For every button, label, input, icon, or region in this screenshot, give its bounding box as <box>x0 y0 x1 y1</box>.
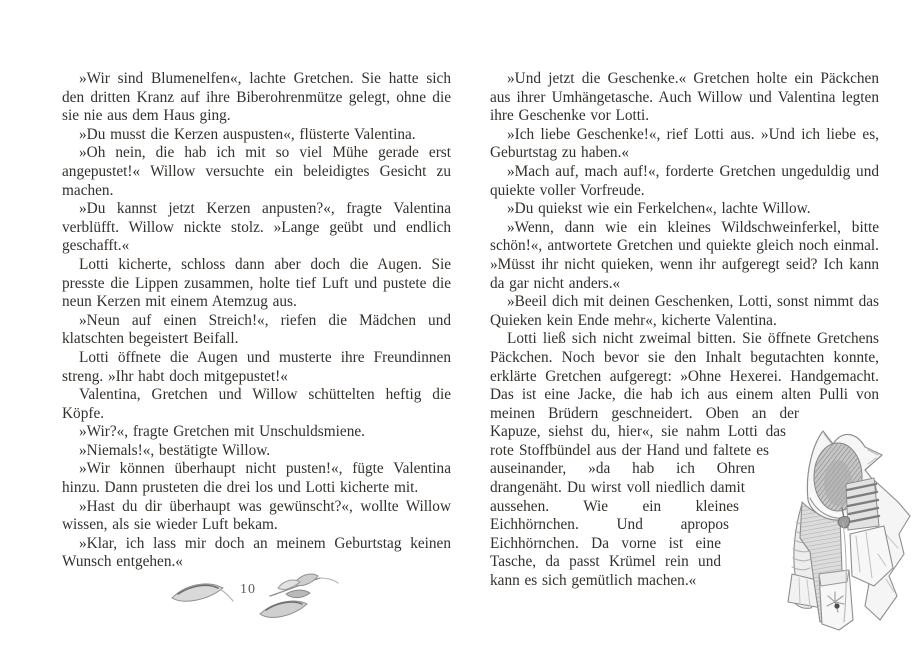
paragraph: »Und jetzt die Geschenke.« Gretchen holte ein Päckchen aus ihrer Umhängetasche. Auch Willow und Valentina legten ihre Geschenke vor Lotti. <box>490 70 879 125</box>
paragraph: »Du musst die Kerzen auspusten«, flüsterte Valentina. <box>79 125 416 143</box>
paragraph: »Wir sind Blumenelfen«, lachte Gretchen. Sie hatte sich den dritten Kranz auf ihre Biberohrenmütze gelegt, ohne die sie nie aus dem Haus ging. <box>62 70 451 125</box>
paragraph: »Du kannst jetzt Kerzen anpusten?«, fragte Valentina verblüfft. Willow nickte stolz. »Lange geübt und endlich geschafft.« <box>62 200 451 255</box>
left-page-text <box>62 70 451 570</box>
paragraph: »Mach auf, mach auf!«, forderte Gretchen ungeduldig und quiekte voller Vorfreude. <box>490 162 879 199</box>
paragraph: »Niemals!«, bestätigte Willow. <box>79 441 271 459</box>
paragraph: »Klar, ich lass mir doch an meinem Geburtstag keinen Wunsch entgehen.« <box>62 534 451 571</box>
paragraph: Valentina, Gretchen und Willow schüttelten heftig die Köpfe. <box>62 386 451 422</box>
paragraph: »Neun auf einen Streich!«, riefen die Mädchen und klatschten begeistert Beifall. <box>62 311 451 348</box>
paragraph: »Hast du dir überhaupt was gewünscht?«, wollte Willow wissen, als sie wieder Luft bekam. <box>62 497 451 534</box>
page-number: 10 <box>240 582 256 597</box>
paragraph: »Oh nein, die hab ich mit so viel Mühe gerade erst angepustet!« Willow versuchte ein beleidigtes Gesicht zu machen. <box>62 144 451 199</box>
paragraph: »Wenn, dann wie ein kleines Wildschweinferkel, bitte schön!«, antwortete Gretchen und quiekte gleich noch einmal. »Müsst ihr nicht quieken, wenn ihr aufgeregt seid? Ich kann da gar nicht anders.« <box>490 218 879 292</box>
paragraph: Lotti kicherte, schloss dann aber doch die Augen. Sie presste die Lippen zusammen, holte tief Luft und pustete die neun Kerzen mit einem Atemzug aus. <box>62 255 451 311</box>
paragraph: Lotti öffnete die Augen und musterte ihre Freundinnen streng. »Ihr habt doch mitgepustet!« <box>62 348 451 385</box>
leaf-ornament-icon <box>62 568 451 632</box>
text-wrap-spacer <box>799 405 879 424</box>
paragraph: »Ich liebe Geschenke!«, rief Lotti aus. »Und ich liebe es, Geburtstag zu haben.« <box>490 125 879 162</box>
paragraph: »Du quiekst wie ein Ferkelchen«, lachte Willow. <box>507 200 811 218</box>
hooded-jacket-icon <box>786 424 917 634</box>
hooded-jacket-illustration <box>786 424 917 634</box>
left-page-footer <box>62 568 451 632</box>
paragraph: »Wir?«, fragte Gretchen mit Unschuldsmiene. <box>79 423 365 441</box>
paragraph: »Beeil dich mit deinen Geschenken, Lotti, sonst nimmt das Quieken kein Ende mehr«, kicherte Valentina. <box>490 293 879 329</box>
paragraph: »Wir können überhaupt nicht pusten!«, fügte Valentina hinzu. Dann prusteten die drei los und Lotti kicherte mit. <box>62 460 451 497</box>
paragraph: Lotti ließ sich nicht zweimal bitten. Sie öffnete Gretchens Päckchen. Noch bevor sie den Inhalt begutachten konnte, erklärte Gretchen aufgeregt: »Ohne Hexerei. Handgemacht. Das ist eine Jacke, die hab ich aus einem alten Pulli von meinen Brüdern geschneidert. Oben an der Kapuze, siehst du, hier«, sie nahm Lotti das rote Stoffbündel aus der Hand und faltete es auseinander, »da hab ich Ohren drangenäht. Du wirst voll niedlich damit aussehen. Wie ein kleines Eichhörnchen. Und apropos Eichhörnchen. Da vorne ist eine Tasche, da passt Krümel rein und kann es sich gemütlich machen.« <box>490 330 879 590</box>
